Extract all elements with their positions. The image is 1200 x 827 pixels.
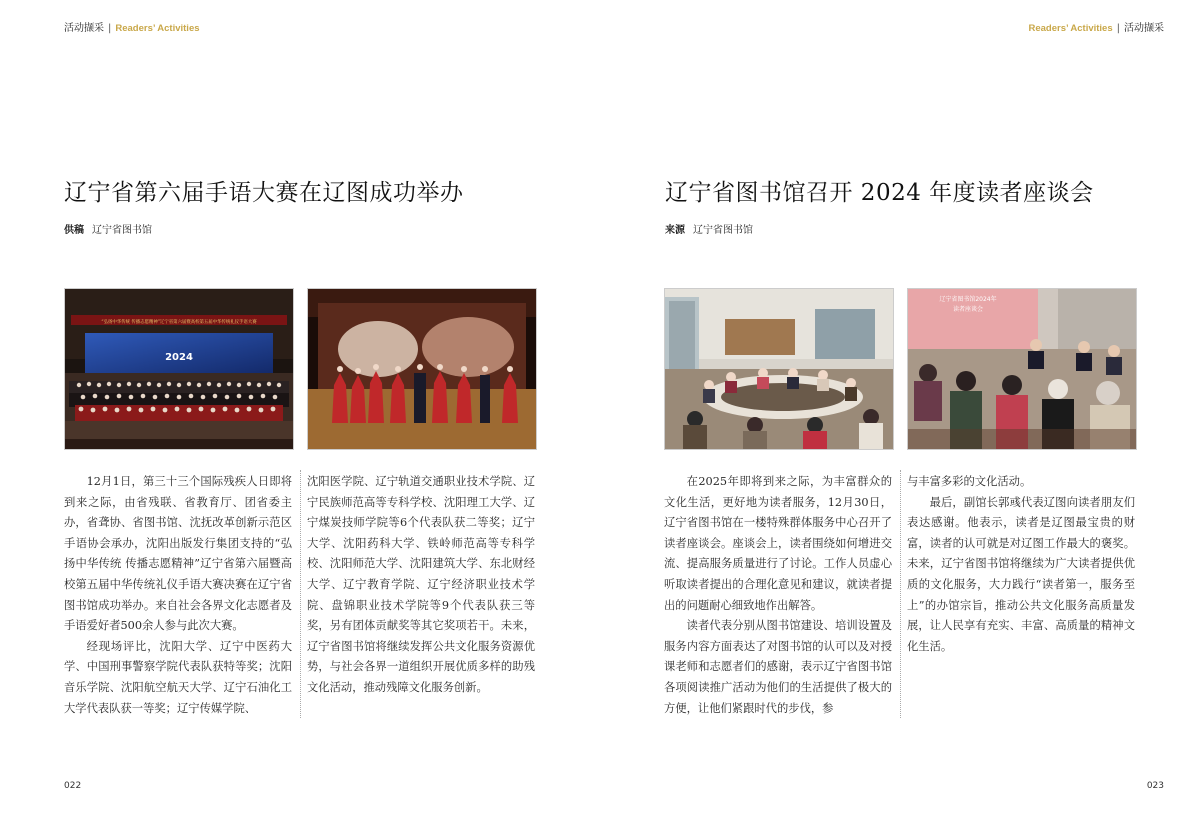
section-name: 活动撷采 (64, 23, 104, 34)
running-head-divider: | (1116, 23, 1120, 34)
screen-line-1: 辽宁省图书馆2024年 (939, 296, 997, 303)
byline (665, 224, 753, 238)
article-column-1 (664, 472, 892, 719)
article-title: 辽宁省第六届手语大赛在辽图成功举办 (64, 180, 464, 206)
article-column-1 (64, 472, 292, 719)
paragraph: 12月1日，第三十三个国际残疾人日即将到来之际，由省残联、省教育厅、团省委主办，省聋协、省图书馆、沈抚改革创新示范区手语协会承办，沈阳出版发行集团支持的“弘扬中华传统 传播志愿精神”辽宁省第六届暨高校第五届中华传统礼仪手语大赛决赛在辽宁省图书馆成功举办。来自社会各界文化志愿者及手语爱好者500余人参与此次大赛。 (64, 475, 292, 633)
article-column-2 (907, 472, 1135, 657)
byline-source: 辽宁省图书馆 (693, 225, 753, 236)
byline-source: 辽宁省图书馆 (92, 225, 152, 236)
stage-banner: “弘扬中华传统 传播志愿精神”辽宁省第六届暨高校第五届中华传统礼仪手语大赛 (101, 320, 257, 325)
meeting-photo-image (665, 289, 893, 449)
page-number: 022 (64, 781, 82, 791)
group-photo (64, 288, 294, 450)
running-head (1028, 22, 1164, 36)
forum-photo (907, 288, 1137, 450)
section-name-en: Readers’ Activities (115, 23, 200, 34)
page-number: 023 (1146, 781, 1164, 791)
article-title: 辽宁省图书馆召开 2024 年度读者座谈会 (665, 180, 1094, 206)
running-head (64, 22, 200, 36)
byline (64, 224, 152, 238)
forum-photo-image (908, 289, 1136, 449)
section-name-en: Readers’ Activities (1028, 23, 1113, 34)
article-column-2 (307, 472, 535, 699)
performance-photo (307, 288, 537, 450)
paragraph: 经现场评比，沈阳大学、辽宁中医药大学、中国刑事警察学院代表队获特等奖；沈阳音乐学院、沈阳航空航天大学、辽宁石油化工大学代表队获一等奖；辽宁传媒学院、 (64, 639, 292, 715)
paragraph: 与丰富多彩的文化活动。 (907, 475, 1032, 488)
running-head-divider: | (108, 23, 112, 34)
paragraph: 在2025年即将到来之际，为丰富群众的文化生活，更好地为读者服务，12月30日，辽宁省图书馆在一楼特殊群体服务中心召开了读者座谈会。座谈会上，读者围绕如何增进交流、提高服务质量进行了讨论。工作人员虚心听取读者提出的合理化意见和建议，就读者提出的问题耐心细致地作出解答。 (664, 475, 892, 612)
screen-year: 2024 (165, 352, 193, 363)
paragraph: 最后，副馆长郭彧代表辽图向读者朋友们表达感谢。他表示，读者是辽图最宝贵的财富，读者的认可就是对辽图工作最大的褒奖。未来，辽宁省图书馆将继续为广大读者提供优质的文化服务，大力践行“读者第一，服务至上”的办馆宗旨，推动公共文化服务高质量发展，让人民享有充实、丰富、高质量的精神文化生活。 (907, 495, 1135, 653)
right-page (600, 0, 1200, 827)
group-photo-image (65, 289, 293, 449)
meeting-photo (664, 288, 894, 450)
section-name: 活动撷采 (1124, 23, 1164, 34)
paragraph: 读者代表分别从图书馆建设、培训设置及服务内容方面表达了对图书馆的认可以及对授课老师和志愿者们的感谢，表示辽宁省图书馆各项阅读推广活动为他们的生活提供了极大的方便，让他们紧跟时代的步伐，参 (664, 619, 892, 715)
paragraph: 沈阳医学院、辽宁轨道交通职业技术学院、辽宁民族师范高等专科学校、沈阳理工大学、辽宁煤炭技师学院等6个代表队获二等奖；辽宁大学、沈阳药科大学、铁岭师范高等专科学校、沈阳师范大学、沈阳建筑大学、东北财经大学、辽宁教育学院、辽宁经济职业技术学院、盘锦职业技术学院等9个代表队获三等奖，另有团体贡献奖等其它奖项若干。未来，辽宁省图书馆将继续发挥公共文化服务资源优势，与社会各界一道组织开展优质多样的助残文化活动，推动残障文化服务创新。 (307, 475, 535, 694)
column-divider (900, 470, 901, 718)
byline-label: 来源 (665, 225, 685, 236)
column-divider (300, 470, 301, 718)
byline-label: 供稿 (64, 225, 84, 236)
performance-photo-image (308, 289, 536, 449)
screen-line-2: 读者座谈会 (952, 306, 984, 313)
